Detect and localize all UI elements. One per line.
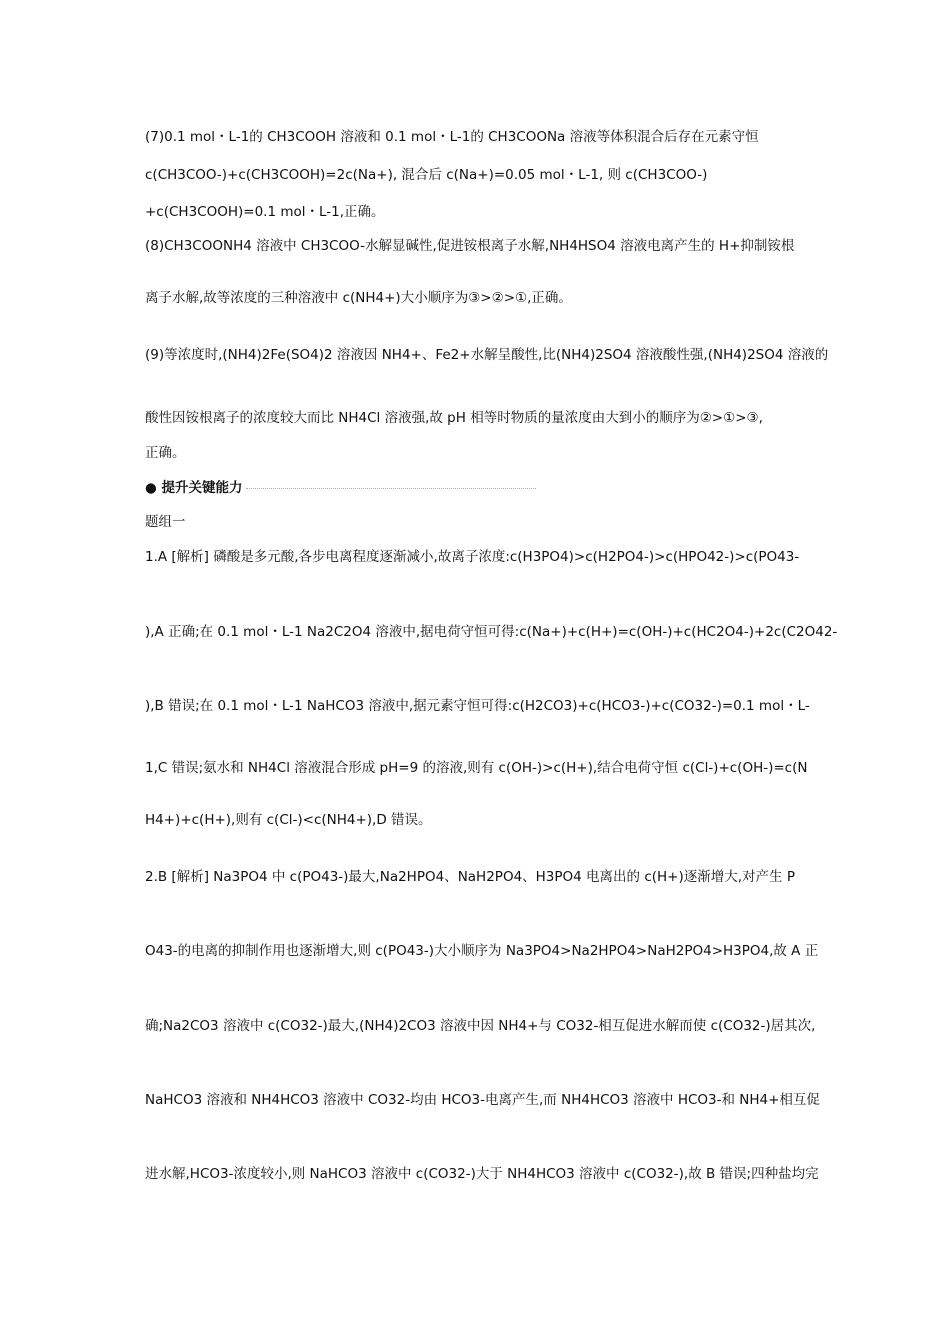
text-line: 2.B [解析] Na3PO4 中 c(PO43-)最大,Na2HPO4、NaH2PO4、H3PO4 电离出的 c(H+)逐渐增大,对产生 P <box>145 869 795 885</box>
text-line: NaHCO3 溶液和 NH4HCO3 溶液中 CO32-均由 HCO3-电离产生,而 NH4HCO3 溶液中 HCO3-和 NH4+相互促 <box>145 1092 820 1108</box>
text-line: 进水解,HCO3-浓度较小,则 NaHCO3 溶液中 c(CO32-)大于 NH4HCO3 溶液中 c(CO32-),故 B 错误;四种盐均完 <box>145 1166 819 1182</box>
text-line: (7)0.1 mol・L-1的 CH3COOH 溶液和 0.1 mol・L-1的 CH3COONa 溶液等体积混合后存在元素守恒 <box>145 129 759 145</box>
section-heading <box>145 478 536 498</box>
dotted-divider <box>246 488 536 489</box>
text-line: 酸性因铵根离子的浓度较大而比 NH4Cl 溶液强,故 pH 相等时物质的量浓度由大到小的顺序为②>①>③, <box>145 410 763 426</box>
text-line: H4+)+c(H+),则有 c(Cl-)<c(NH4+),D 错误。 <box>145 812 432 828</box>
text-line: 离子水解,故等浓度的三种溶液中 c(NH4+)大小顺序为③>②>①,正确。 <box>145 290 572 306</box>
group-title: 题组一 <box>145 514 186 530</box>
text-line: ),B 错误;在 0.1 mol・L-1 NaHCO3 溶液中,据元素守恒可得:c(H2CO3)+c(HCO3-)+c(CO32-)=0.1 mol・L- <box>145 698 810 714</box>
text-line: +c(CH3COOH)=0.1 mol・L-1,正确。 <box>145 204 385 220</box>
section-heading-text: ● 提升关键能力 <box>145 480 243 496</box>
text-line: 确;Na2CO3 溶液中 c(CO32-)最大,(NH4)2CO3 溶液中因 NH4+与 CO32-相互促进水解而使 c(CO32-)居其次, <box>145 1018 816 1034</box>
text-line: 正确。 <box>145 445 186 461</box>
text-line: ),A 正确;在 0.1 mol・L-1 Na2C2O4 溶液中,据电荷守恒可得:c(Na+)+c(H+)=c(OH-)+c(HC2O4-)+2c(C2O42- <box>145 624 838 640</box>
text-line: O43-的电离的抑制作用也逐渐增大,则 c(PO43-)大小顺序为 Na3PO4>Na2HPO4>NaH2PO4>H3PO4,故 A 正 <box>145 943 819 959</box>
text-line: (9)等浓度时,(NH4)2Fe(SO4)2 溶液因 NH4+、Fe2+水解呈酸性,比(NH4)2SO4 溶液酸性强,(NH4)2SO4 溶液的 <box>145 347 829 363</box>
text-line: (8)CH3COONH4 溶液中 CH3COO-水解显碱性,促进铵根离子水解,NH4HSO4 溶液电离产生的 H+抑制铵根 <box>145 238 795 254</box>
text-line: 1,C 错误;氨水和 NH4Cl 溶液混合形成 pH=9 的溶液,则有 c(OH-)>c(H+),结合电荷守恒 c(Cl-)+c(OH-)=c(N <box>145 760 808 776</box>
text-line: 1.A [解析] 磷酸是多元酸,各步电离程度逐渐减小,故离子浓度:c(H3PO4)>c(H2PO4-)>c(HPO42-)>c(PO43- <box>145 549 800 565</box>
text-line: c(CH3COO-)+c(CH3COOH)=2c(Na+), 混合后 c(Na+)=0.05 mol・L-1, 则 c(CH3COO-) <box>145 167 708 183</box>
